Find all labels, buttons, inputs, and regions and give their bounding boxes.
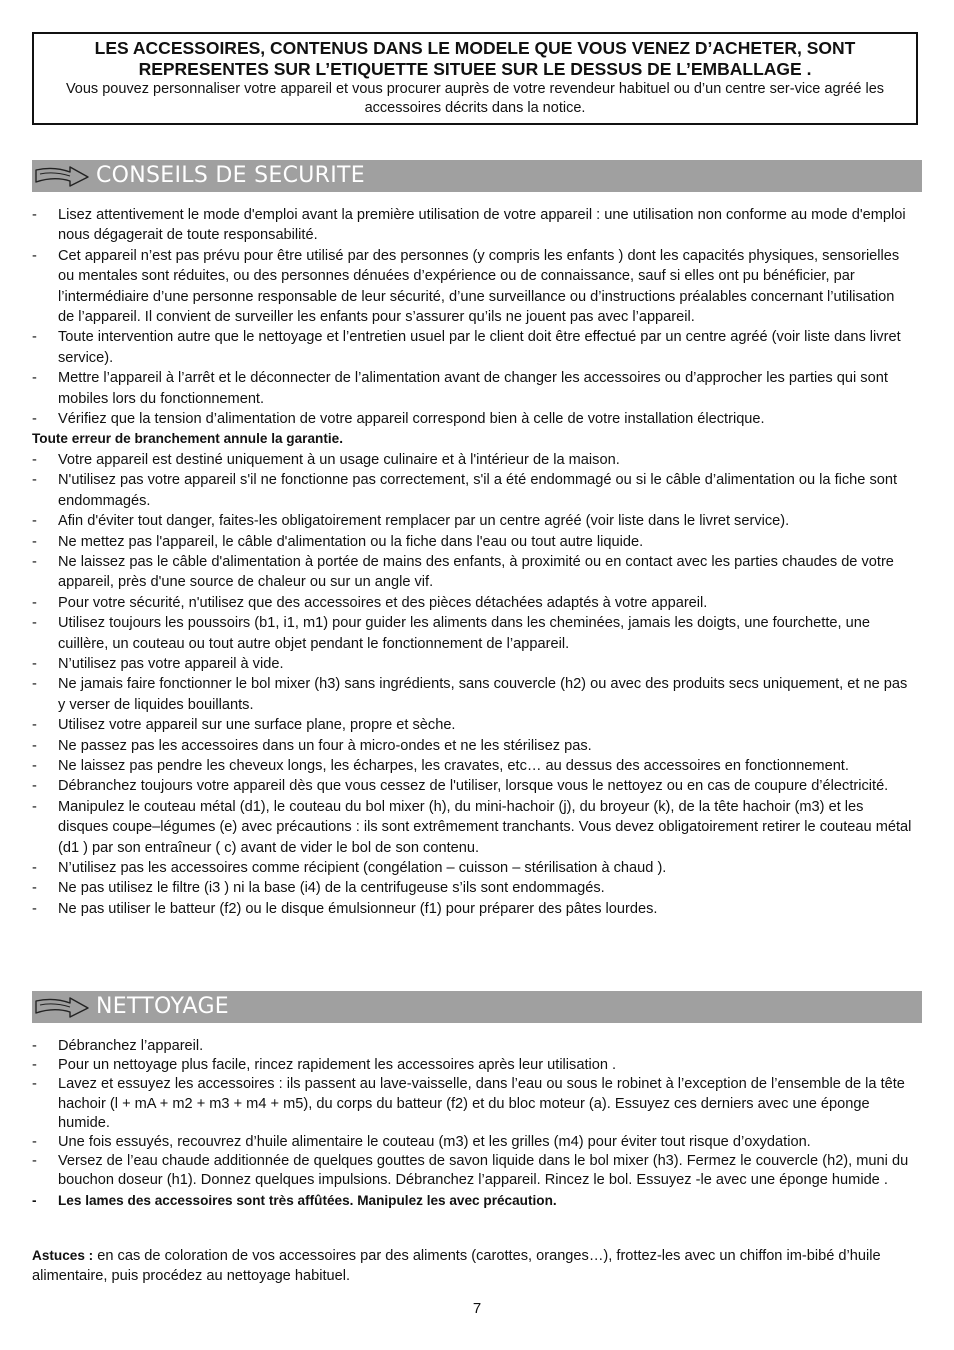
list-item: - Utilisez toujours les poussoirs (b1, i1, m1) pour guider les aliments dans les cheminées, jamais les doigts, une fourchette, une cuillère, un couteau ou tout autre objet pendant le fonctionnement de l’appareil. (32, 613, 912, 654)
list-item: - Utilisez votre appareil sur une surface plane, propre et sèche. (32, 715, 912, 735)
list-item: - N’utilisez pas votre appareil à vide. (32, 654, 912, 674)
page-number: 7 (472, 1300, 482, 1317)
safety-section-title: CONSEILS DE SECURITE (96, 163, 365, 188)
tips-label: Astuces : (32, 1248, 94, 1263)
cleaning-section-title: NETTOYAGE (96, 994, 230, 1019)
arrow-right-icon (34, 993, 90, 1021)
list-item: - Toute intervention autre que le nettoyage et l’entretien usuel par le client doit être effectué par un centre agréé (voir liste dans livret service). (32, 327, 912, 368)
list-item: - Vérifiez que la tension d’alimentation de votre appareil correspond bien à celle de votre installation électrique. (32, 409, 912, 429)
list-item: - N’utilisez pas les accessoires comme récipient (congélation – cuisson – stérilisation à chaud ). (32, 858, 912, 878)
notice-body: Vous pouvez personnaliser votre appareil et vous procurer auprès de votre revendeur habituel ou d’un centre ser-vice agréé les accessoires décrits dans la notice. (65, 81, 885, 116)
list-item: - Pour votre sécurité, n'utilisez que des accessoires et des pièces détachées adaptés à votre appareil. (32, 593, 912, 613)
tips-text: en cas de coloration de vos accessoires par des aliments (carottes, oranges…), frottez-les avec un chiffon im-bibé d’huile alimentaire, puis procédez au nettoyage habituel. (32, 1248, 881, 1284)
list-item: - Ne mettez pas l'appareil, le câble d'alimentation ou la fiche dans l'eau ou tout autre liquide. (32, 532, 912, 552)
notice-heading-line-2: REPRESENTES SUR L’ETIQUETTE SITUEE SUR LE DESSUS DE L’EMBALLAGE . (138, 59, 812, 79)
list-item: - Débranchez l’appareil. (32, 1037, 912, 1056)
list-item: - Ne jamais faire fonctionner le bol mixer (h3) sans ingrédients, sans couvercle (h2) ou avec des produits secs uniquement, et ne pas y verser de liquides bouillants. (32, 674, 912, 715)
warranty-warning: Toute erreur de branchement annule la garantie. (32, 431, 343, 447)
blade-warning: - Les lames des accessoires sont très affûtées. Manipulez les avec précaution. (32, 1191, 912, 1210)
list-item: - Ne pas utilisez le filtre (i3 ) ni la base (i4) de la centrifugeuse s’ils sont endommagés. (32, 878, 912, 898)
list-item: - N'utilisez pas votre appareil s'il ne fonctionne pas correctement, s'il a été endommagé ou si le câble d’alimentation ou la fiche sont endommagés. (32, 470, 912, 511)
list-item: - Pour un nettoyage plus facile, rincez rapidement les accessoires après leur utilisation . (32, 1056, 912, 1075)
list-item: - Manipulez le couteau métal (d1), le couteau du bol mixer (h), du mini-hachoir (j), du broyeur (k), de la tête hachoir (m3) et les disques coupe–légumes (e) avec précautions : ils sont extrêmement tranchants. Vous devez obligatoirement retirer le couteau métal (d1 ) par son entraîneur ( c) avant de vider le bol de son contenu. (32, 797, 912, 858)
notice-heading (34, 38, 916, 80)
list-item: - Votre appareil est destiné uniquement à un usage culinaire et à l'intérieur de la maison. (32, 450, 912, 470)
list-item: - Débranchez toujours votre appareil dès que vous cessez de l'utiliser, lorsque vous le nettoyez ou en cas de coupure d’électricité. (32, 776, 912, 796)
arrow-right-icon (34, 162, 90, 190)
list-item: - Lavez et essuyez les accessoires : ils passent au lave-vaisselle, dans l’eau ou sous le robinet à l’exception de l’ensemble de la tête hachoir (l + mA + m2 + m3 + m4 + m5), du corps du batteur (f2) et du bloc moteur (a). Essuyez ces derniers avec une éponge humide. (32, 1075, 912, 1133)
list-item: - Cet appareil n’est pas prévu pour être utilisé par des personnes (y compris les enfants ) dont les capacités physiques, sensorielles ou mentales sont réduites, ou des personnes dénuées d’expérience ou de connaissance, sauf si elles ont pu bénéficier, par l’intermédiaire d’une personne responsable de leur sécurité, d’une surveillance ou d’instructions préalables concernant l’utilisation de l’appareil. Il convient de surveiller les enfants pour s’assurer qu’ils ne jouent pas avec l’appareil. (32, 246, 912, 328)
cleaning-list (32, 1037, 912, 1210)
list-item: - Versez de l’eau chaude additionnée de quelques gouttes de savon liquide dans le bol mixer (h3). Fermez le couvercle (h2), muni du bouchon doseur (h1). Donnez quelques impulsions. Débranchez l’appareil. Rincez le bol. Essuyez -le avec une éponge humide . (32, 1152, 912, 1190)
list-item: - Ne passez pas les accessoires dans un four à micro-ondes et ne les stérilisez pas. (32, 736, 912, 756)
list-item: - Ne pas utiliser le batteur (f2) ou le disque émulsionneur (f1) pour préparer des pâtes lourdes. (32, 899, 912, 919)
tips-paragraph (32, 1246, 912, 1286)
notice-heading-line-1: LES ACCESSOIRES, CONTENUS DANS LE MODELE QUE VOUS VENEZ D’ACHETER, SONT (94, 38, 856, 58)
accessories-notice-box (32, 32, 918, 125)
list-item: - Ne laissez pas pendre les cheveux longs, les écharpes, les cravates, etc… au dessus des accessoires en fonctionnement. (32, 756, 912, 776)
safety-section-header (32, 160, 922, 192)
list-item: - Une fois essuyés, recouvrez d’huile alimentaire le couteau (m3) et les grilles (m4) pour éviter tout risque d’oxydation. (32, 1133, 912, 1152)
list-item: - Afin d'éviter tout danger, faites-les obligatoirement remplacer par un centre agréé (voir liste dans le livret service). (32, 511, 912, 531)
list-item: - Mettre l’appareil à l’arrêt et le déconnecter de l’alimentation avant de changer les accessoires ou d’approcher les parties qui sont mobiles lors du fonctionnement. (32, 368, 912, 409)
cleaning-section-header (32, 991, 922, 1023)
safety-list (32, 205, 912, 919)
list-item: - Ne laissez pas le câble d'alimentation à portée de mains des enfants, à proximité ou en contact avec les parties chaudes de votre appareil, près d'une source de chaleur ou sur un angle vif. (32, 552, 912, 593)
list-item: - Lisez attentivement le mode d'emploi avant la première utilisation de votre appareil : une utilisation non conforme au mode d'emploi nous dégagerait de toute responsabilité. (32, 205, 912, 246)
